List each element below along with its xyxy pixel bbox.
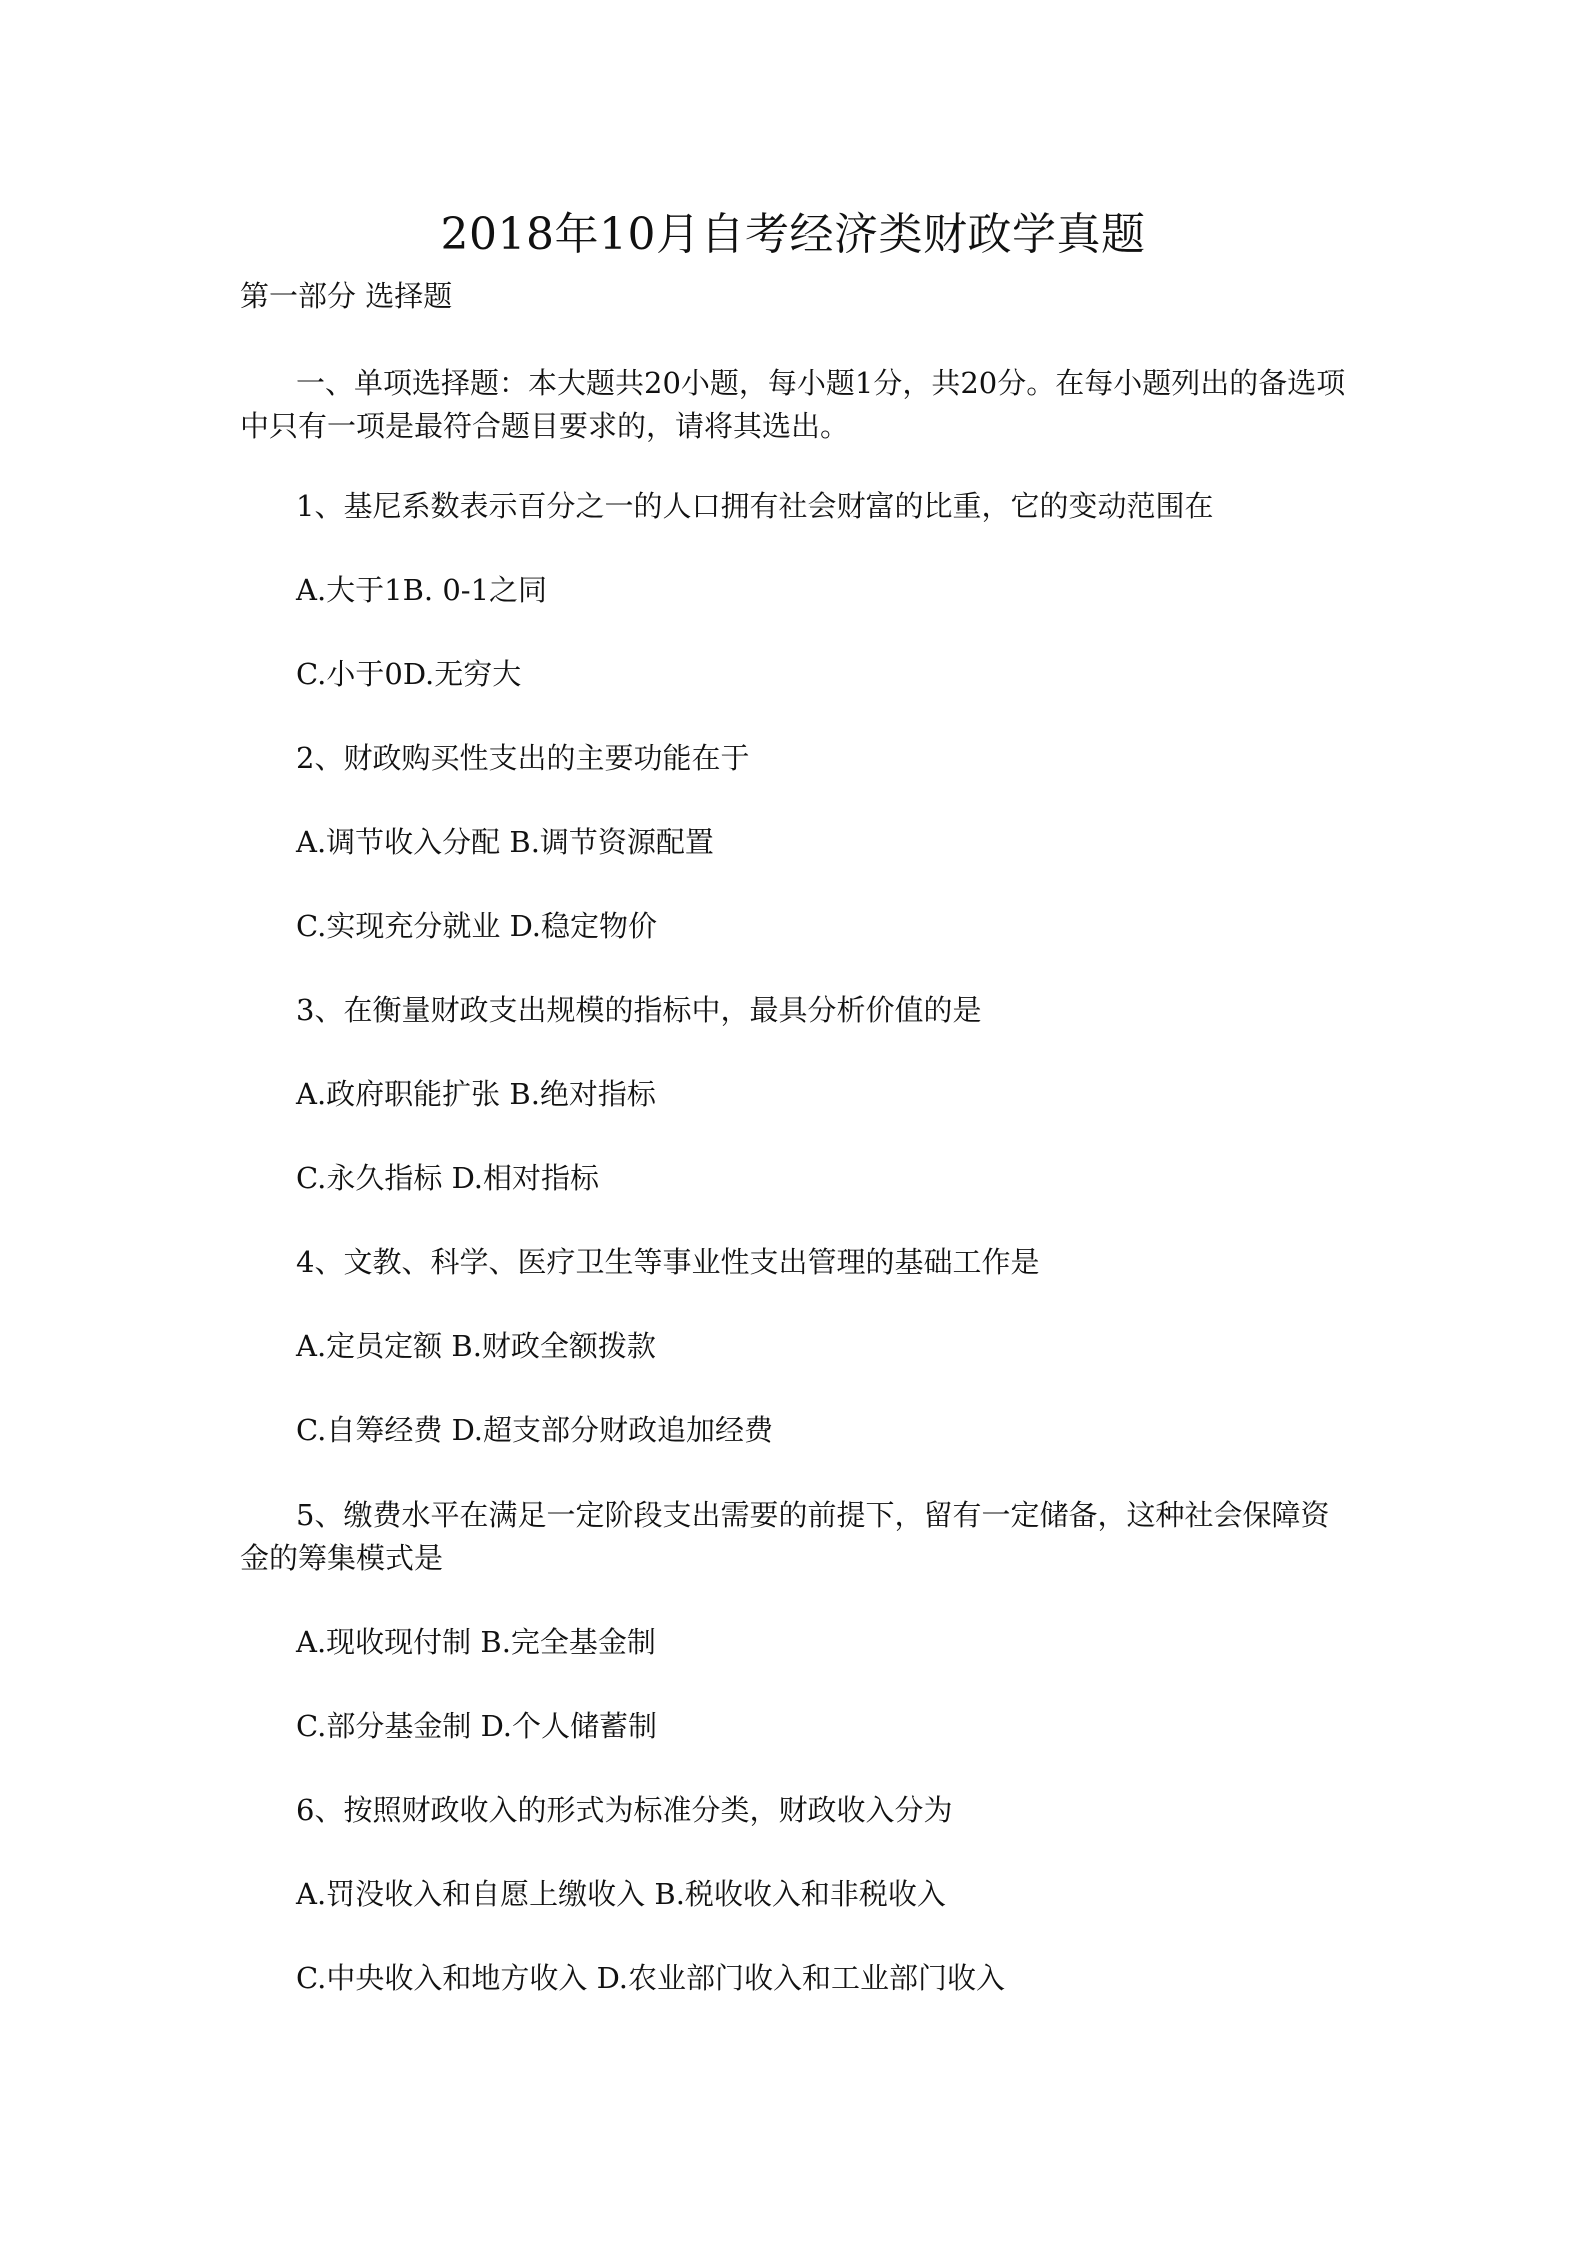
question-1-stem: 1、基尼系数表示百分之一的人口拥有社会财富的比重，它的变动范围在 bbox=[296, 489, 1214, 523]
question-2-options-ab: A.调节收入分配 B.调节资源配置 bbox=[296, 825, 714, 859]
question-6-stem: 6、按照财政收入的形式为标准分类，财政收入分为 bbox=[296, 1793, 953, 1827]
question-6-options-cd: C.中央收入和地方收入 D.农业部门收入和工业部门收入 bbox=[296, 1961, 1006, 1995]
question-5-stem: 5、缴费水平在满足一定阶段支出需要的前提下，留有一定储备，这种社会保障资金的筹集模式是 bbox=[240, 1498, 1330, 1575]
question-2-options-cd: C.实现充分就业 D.稳定物价 bbox=[296, 909, 658, 943]
question-1-options-ab: A.大于1B. 0-1之同 bbox=[296, 573, 548, 607]
question-3-options-ab: A.政府职能扩张 B.绝对指标 bbox=[296, 1077, 656, 1111]
question-3-stem: 3、在衡量财政支出规模的指标中，最具分析价值的是 bbox=[296, 993, 982, 1027]
question-3-options-cd: C.永久指标 D.相对指标 bbox=[296, 1161, 600, 1195]
document-title: 2018年10月自考经济类财政学真题 bbox=[440, 209, 1146, 260]
question-2-stem: 2、财政购买性支出的主要功能在于 bbox=[296, 741, 750, 775]
question-5-options-cd: C.部分基金制 D.个人储蓄制 bbox=[296, 1709, 658, 1743]
question-6-options-ab: A.罚没收入和自愿上缴收入 B.税收收入和非税收入 bbox=[296, 1877, 946, 1911]
question-5-options-ab: A.现收现付制 B.完全基金制 bbox=[296, 1625, 656, 1659]
question-4-options-ab: A.定员定额 B.财政全额拨款 bbox=[296, 1329, 656, 1363]
question-4-stem: 4、文教、科学、医疗卫生等事业性支出管理的基础工作是 bbox=[296, 1245, 1040, 1279]
section-instructions: 一、单项选择题：本大题共20小题，每小题1分，共20分。在每小题列出的备选项中只有一项是最符合题目要求的，请将其选出。 bbox=[240, 366, 1346, 443]
question-1-options-cd: C.小于0D.无穷大 bbox=[296, 657, 522, 691]
question-4-options-cd: C.自筹经费 D.超支部分财政追加经费 bbox=[296, 1413, 774, 1447]
part-heading: 第一部分 选择题 bbox=[240, 279, 453, 313]
